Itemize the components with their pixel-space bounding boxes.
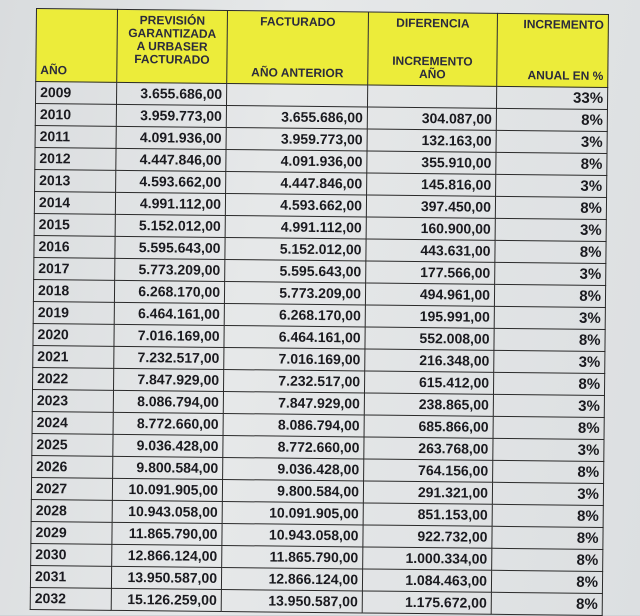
cell-facturado-anterior: 8.086.794,00 [223,413,364,436]
cell-year: 2021 [33,345,114,368]
cell-facturado-anterior: 5.773.209,00 [224,281,365,304]
cell-incremento: 8% [493,460,604,483]
cell-facturado-anterior: 4.447.846,00 [226,171,367,194]
cell-diferencia: 851.153,00 [363,503,492,526]
header-diferencia-top: DIFERENCIA [396,15,470,31]
cell-year: 2023 [32,389,113,412]
cell-prevision: 10.091.905,00 [112,478,222,501]
cell-facturado-anterior: 9.036.428,00 [223,457,364,480]
cell-facturado-anterior: 9.800.584,00 [222,479,363,502]
cell-incremento: 3% [495,262,606,285]
cell-incremento: 3% [493,438,604,461]
header-facturado-top: FACTURADO [260,14,336,30]
cell-diferencia: 355.910,00 [367,151,496,174]
cell-facturado-anterior: 10.091.905,00 [222,501,363,524]
cell-prevision: 9.800.584,00 [113,456,223,479]
cell-facturado-anterior: 6.464.161,00 [224,325,365,348]
cell-prevision: 7.016.169,00 [114,324,224,347]
cell-prevision: 9.036.428,00 [113,434,223,457]
cell-facturado-anterior [226,84,367,107]
cell-year: 2029 [31,521,112,544]
cell-year: 2018 [33,279,114,302]
cell-diferencia: 132.163,00 [367,129,496,152]
header-incremento [497,13,609,87]
cell-year: 2030 [31,543,112,566]
cell-facturado-anterior: 3.655.686,00 [226,106,367,129]
cell-year: 2022 [33,367,114,390]
cell-incremento: 8% [495,196,606,219]
cell-year: 2012 [35,147,116,170]
cell-diferencia: 177.566,00 [366,261,495,284]
cell-incremento: 3% [494,350,605,373]
cell-prevision: 7.232.517,00 [114,346,224,369]
cell-prevision: 5.595.643,00 [115,236,225,259]
cell-incremento: 3% [495,218,606,241]
cell-prevision: 3.959.773,00 [116,104,226,127]
header-facturado-bottom: AÑO ANTERIOR [251,65,344,81]
cell-diferencia: 216.348,00 [365,349,494,372]
cell-diferencia: 922.732,00 [363,525,492,548]
cell-year: 2019 [33,301,114,324]
cell-year: 2026 [32,455,113,478]
cell-diferencia: 552.008,00 [365,327,494,350]
cell-prevision: 11.865.790,00 [112,522,222,545]
cell-prevision: 4.447.846,00 [116,148,226,171]
header-prevision-line: PREVISIÓN [139,13,206,28]
cell-incremento: 3% [494,306,605,329]
cell-diferencia: 263.768,00 [364,437,493,460]
cell-incremento: 3% [496,174,607,197]
header-prevision-line: FACTURADO [134,52,210,67]
table-body [30,82,607,616]
cell-diferencia: 1.084.463,00 [362,569,491,592]
cell-prevision: 12.866.124,00 [112,544,222,567]
cell-year: 2015 [34,213,115,236]
cell-diferencia: 685.866,00 [364,415,493,438]
cell-incremento: 8% [496,152,607,175]
cell-incremento: 3% [492,482,603,505]
cell-diferencia: 238.865,00 [364,393,493,416]
cell-prevision: 10.943.058,00 [112,500,222,523]
cell-incremento: 8% [495,240,606,263]
cell-year: 2025 [32,433,113,456]
cell-incremento: 8% [492,548,603,571]
cell-facturado-anterior: 7.847.929,00 [223,391,364,414]
header-diferencia-bottom: AÑO [418,67,446,82]
cell-prevision: 4.991.112,00 [115,192,225,215]
cell-incremento: 8% [491,592,602,615]
cell-facturado-anterior: 11.865.790,00 [222,545,363,568]
cell-diferencia: 1.000.334,00 [363,547,492,570]
header-incremento-top: INCREMENTO [523,17,604,32]
urbaser-billing-table [30,8,609,616]
header-prevision [117,9,228,83]
cell-year: 2024 [32,411,113,434]
cell-facturado-anterior: 3.959.773,00 [226,127,367,150]
cell-incremento: 8% [494,284,605,307]
cell-diferencia: 615.412,00 [364,371,493,394]
cell-incremento: 8% [493,372,604,395]
cell-year: 2010 [35,104,116,127]
table-row [30,587,602,615]
cell-facturado-anterior: 4.593.662,00 [225,193,366,216]
cell-prevision: 7.847.929,00 [114,368,224,391]
cell-incremento: 8% [492,526,603,549]
header-incremento-bottom: ANUAL EN % [527,68,604,83]
header-year: AÑO [36,9,118,83]
cell-prevision: 4.091.936,00 [116,126,226,149]
cell-year: 2027 [31,477,112,500]
cell-diferencia: 397.450,00 [366,195,495,218]
header-facturado [227,11,369,85]
cell-facturado-anterior: 6.268.170,00 [224,303,365,326]
header-diferencia-bottom: INCREMENTO [392,53,473,69]
cell-incremento: 3% [496,130,607,153]
cell-facturado-anterior: 5.595.643,00 [225,259,366,282]
cell-diferencia: 195.991,00 [365,305,494,328]
cell-facturado-anterior: 7.016.169,00 [224,347,365,370]
cell-diferencia: 1.175.672,00 [362,591,491,614]
cell-diferencia: 443.631,00 [366,239,495,262]
cell-prevision: 15.126.259,00 [111,588,221,611]
cell-year: 2009 [35,82,116,105]
cell-incremento: 8% [496,108,607,131]
cell-facturado-anterior: 8.772.660,00 [223,435,364,458]
cell-facturado-anterior: 10.943.058,00 [222,523,363,546]
cell-facturado-anterior: 7.232.517,00 [223,369,364,392]
cell-prevision: 8.772.660,00 [113,412,223,435]
cell-prevision: 8.086.794,00 [113,390,223,413]
cell-facturado-anterior: 4.091.936,00 [226,149,367,172]
cell-facturado-anterior: 5.152.012,00 [225,237,366,260]
cell-incremento: 8% [494,328,605,351]
cell-diferencia: 160.900,00 [366,217,495,240]
cell-diferencia [367,85,496,108]
cell-incremento: 33% [496,86,607,109]
cell-diferencia: 291.321,00 [363,481,492,504]
cell-incremento: 8% [492,504,603,527]
header-prevision-line: GARANTIZADA [128,25,217,41]
cell-prevision: 6.268.170,00 [114,280,224,303]
cell-diferencia: 304.087,00 [367,107,496,130]
cell-prevision: 5.773.209,00 [115,258,225,281]
cell-year: 2016 [34,235,115,258]
header-diferencia [368,12,498,86]
cell-year: 2013 [35,169,116,192]
cell-year: 2031 [30,565,111,588]
cell-year: 2011 [35,125,116,148]
cell-year: 2014 [34,191,115,214]
cell-prevision: 6.464.161,00 [114,302,224,325]
cell-facturado-anterior: 12.866.124,00 [221,567,362,590]
cell-diferencia: 494.961,00 [365,283,494,306]
cell-year: 2028 [31,499,112,522]
cell-incremento: 8% [491,570,602,593]
cell-incremento: 3% [493,394,604,417]
cell-prevision: 13.950.587,00 [111,566,221,589]
cell-year: 2032 [30,587,111,610]
cell-diferencia: 145.816,00 [367,173,496,196]
cell-prevision: 3.655.686,00 [116,82,226,105]
table-header [36,9,609,88]
cell-year: 2017 [34,257,115,280]
cell-facturado-anterior: 4.991.112,00 [225,215,366,238]
cell-prevision: 4.593.662,00 [116,170,226,193]
cell-facturado-anterior: 13.950.587,00 [221,589,362,612]
cell-incremento: 8% [493,416,604,439]
cell-year: 2020 [33,323,114,346]
cell-diferencia: 764.156,00 [364,459,493,482]
cell-prevision: 5.152.012,00 [115,214,225,237]
header-prevision-line: A URBASER [136,39,208,54]
